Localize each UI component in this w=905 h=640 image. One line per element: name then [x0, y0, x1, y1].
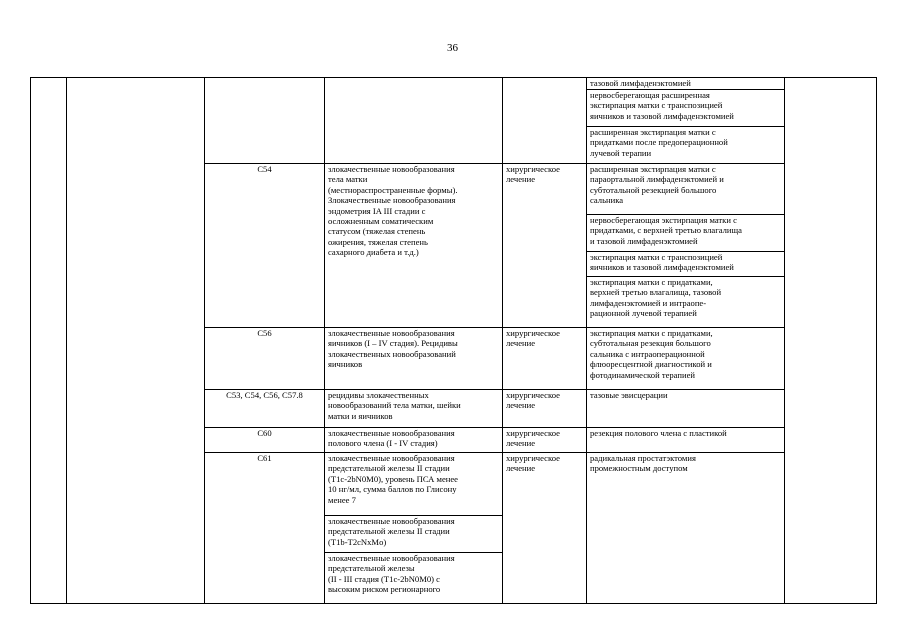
- table-cell-treatment: хирургическое лечение: [506, 390, 560, 411]
- table-cell-method: резекция полового члена с пластикой: [590, 428, 727, 438]
- table-cell-code: C60: [257, 428, 272, 438]
- table-cell-diagnosis: злокачественные новообразования тела матки (местнораспространенные формы). Злокачественные новообразования эндометрия IA III стадии с осложненным соматическим статусом (тяжелая степень ожирения, тяжелая степень сахарного диабета и т.д.): [328, 164, 458, 258]
- table-cell-treatment: хирургическое лечение: [506, 164, 560, 185]
- table-cell-diagnosis: злокачественные новообразования предстательной железы II стадии (T1b-T2cNxMo): [328, 516, 455, 547]
- table-cell-diagnosis: злокачественные новообразования предстательной железы (II - III стадия (T1c-2bN0M0) с высоким риском регионарного: [328, 553, 455, 595]
- table-cell-treatment: хирургическое лечение: [506, 428, 560, 449]
- table-cell-method: расширенная экстирпация матки с параортальной лимфаденэктомией и субтотальной резекцией большого сальника: [590, 164, 724, 206]
- page-number: 36: [447, 42, 458, 54]
- table-cell-treatment: хирургическое лечение: [506, 453, 560, 474]
- table-cell-method: экстирпация матки с придатками, верхней третью влагалища, тазовой лимфаденэктомией и интраопе- рационной лучевой терапией: [590, 277, 722, 319]
- table-cell-method: тазовой лимфаденэктомией: [590, 78, 691, 88]
- table-cell-code: C53, C54, C56, C57.8: [226, 390, 303, 400]
- table-cell-diagnosis: злокачественные новообразования яичников (I – IV стадия). Рецидивы злокачественных новообразований яичников: [328, 328, 458, 370]
- table-cell-treatment: хирургическое лечение: [506, 328, 560, 349]
- table-cell-method: тазовые эвисцерации: [590, 390, 668, 400]
- table-cell-method: радикальная простатэктомия промежностным доступом: [590, 453, 696, 474]
- table-cell-code: C54: [257, 164, 272, 174]
- table-cell-method: экстирпация матки с транспозицией яичников и тазовой лимфаденэктомией: [590, 252, 734, 273]
- table-cell-code: C56: [257, 328, 272, 338]
- table-cell-method: расширенная экстирпация матки с придатками после предоперационной лучевой терапии: [590, 127, 728, 158]
- table-cell-diagnosis: злокачественные новообразования предстательной железы II стадии (T1c-2bN0M0), уровень ПСА менее 10 нг/мл, сумма баллов по Глисону менее 7: [328, 453, 459, 505]
- table-cell-method: нервосберегающая экстирпация матки с придатками, с верхней третью влагалища и тазовой лимфаденэктомией: [590, 215, 742, 246]
- table-cell-method: нервосберегающая расширенная экстирпация матки с транспозицией яичников и тазовой лимфаденэктомией: [590, 90, 734, 121]
- table-cell-code: C61: [257, 453, 272, 463]
- table-cell-diagnosis: злокачественные новообразования полового члена (I - IV стадия): [328, 428, 455, 449]
- table-cell-method: экстирпация матки с придатками, субтотальная резекция большого сальника с интраоперационной флюоресцентной диагностикой и фотодинамической терапией: [590, 328, 713, 380]
- table-cell-diagnosis: рецидивы злокачественных новообразований тела матки, шейки матки и яичников: [328, 390, 461, 421]
